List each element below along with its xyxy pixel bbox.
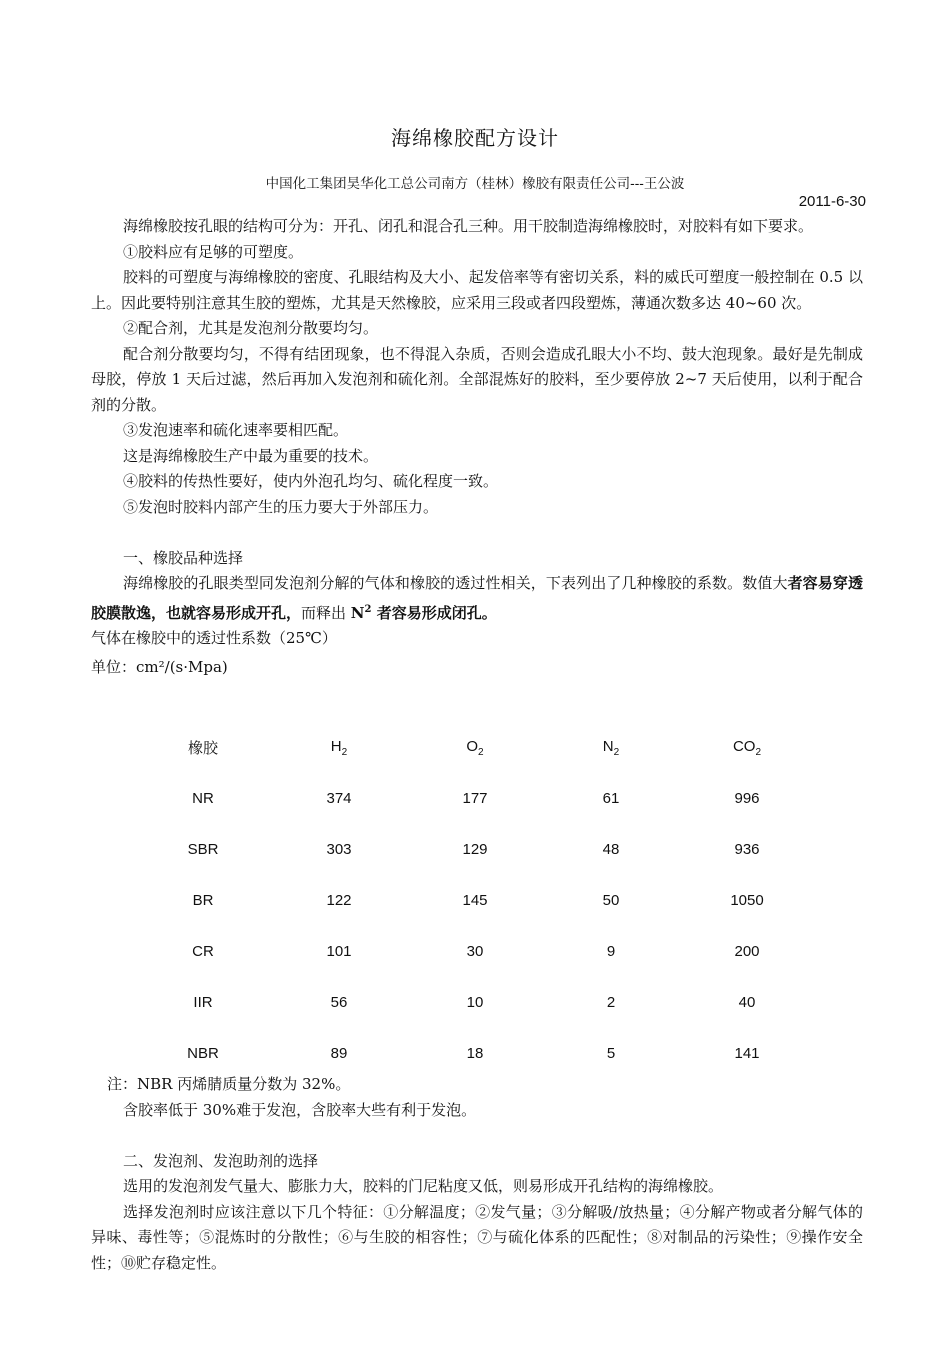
cell-co2: 141 — [734, 1045, 760, 1062]
paragraph: 海绵橡胶按孔眼的结构可分为：开孔、闭孔和混合孔三种。用干胶制造海绵橡胶时，对胶料有如下要求。 — [123, 217, 814, 235]
table-unit: 单位：cm²/(s·Mpa) — [91, 657, 228, 676]
cell-h2: 101 — [326, 943, 352, 960]
n2-superscript: 2 — [364, 603, 372, 615]
cell-o2: 177 — [462, 790, 488, 807]
header-h2-symbol: H — [330, 737, 342, 755]
header-h2-sub: 2 — [341, 746, 348, 758]
table-row — [135, 977, 815, 1028]
header-n2 — [543, 722, 679, 773]
cell-n2: 48 — [602, 841, 620, 858]
document-date: 2011-6-30 — [798, 193, 866, 210]
table-row — [135, 824, 815, 875]
cell-o2: 10 — [466, 994, 484, 1011]
cell-co2: 936 — [734, 841, 760, 858]
paragraph: 胶料的可塑度与海绵橡胶的密度、孔眼结构及大小、起发倍率等有密切关系，料的威氏可塑度一般控制在 0.5 以上。因此要特别注意其生胶的塑炼，尤其是天然橡胶，应采用三段或者四段塑炼，薄通次数多达 40~60 次。 — [91, 268, 863, 312]
cell-co2: 996 — [734, 790, 760, 807]
cell-h2: 122 — [326, 892, 352, 909]
section-heading-1: 一、橡胶品种选择 — [123, 548, 244, 567]
table-row — [135, 875, 815, 926]
permeability-table — [135, 722, 815, 1079]
paragraph: 这是海绵橡胶生产中最为重要的技术。 — [123, 446, 379, 465]
paragraph-text: 而释出 — [301, 603, 351, 622]
cell-n2: 2 — [606, 994, 616, 1011]
cell-h2: 303 — [326, 841, 352, 858]
paragraph: 配合剂分散要均匀，不得有结团现象，也不得混入杂质，否则会造成孔眼大小不均、鼓大泡现象。最好是先制成母胶，停放 1 天后过滤，然后再加入发泡剂和硫化剂。全部混炼好的胶料，至少要停放 2~7 天后使用，以利于配合剂的分散。 — [91, 344, 863, 414]
paragraph: ③发泡速率和硫化速率要相匹配。 — [123, 421, 349, 439]
cell-h2: 56 — [330, 994, 348, 1011]
header-co2-sub: 2 — [755, 746, 762, 758]
cell-rubber: CR — [192, 943, 214, 960]
paragraph: 含胶率低于 30%难于发泡，含胶率大些有利于发泡。 — [123, 1100, 477, 1119]
cell-rubber: SBR — [187, 841, 219, 858]
header-rubber: 橡胶 — [187, 739, 218, 757]
cell-co2: 40 — [738, 994, 756, 1011]
paragraph-text: 海绵橡胶的孔眼类型同发泡剂分解的气体和橡胶的透过性相关，下表列出了几种橡胶的系数。数值大 — [123, 574, 788, 592]
paragraph: ②配合剂，尤其是发泡剂分散要均匀。 — [123, 319, 379, 337]
cell-rubber: BR — [192, 892, 214, 909]
header-o2-symbol: O — [466, 737, 479, 755]
cell-h2: 374 — [326, 790, 352, 807]
document-body-continued — [91, 1072, 863, 1276]
paragraph — [91, 571, 863, 626]
header-n2-symbol: N — [602, 737, 614, 755]
cell-o2: 18 — [466, 1045, 484, 1062]
cell-o2: 30 — [466, 943, 484, 960]
bold-text-tail: 者容易形成闭孔。 — [371, 603, 497, 622]
cell-o2: 129 — [462, 841, 488, 858]
paragraph: ⑤发泡时胶料内部产生的压力要大于外部压力。 — [123, 497, 439, 516]
paragraph: ④胶料的传热性要好，使内外泡孔均匀、硫化程度一致。 — [123, 472, 499, 490]
bold-text: 者容易穿透胶膜散逸，也就容易形成开孔， — [91, 574, 863, 622]
document-body — [91, 214, 863, 680]
paragraph: 选用的发泡剂发气量大、膨胀力大，胶料的门尼粘度又低，则易形成开孔结构的海绵橡胶。 — [123, 1177, 724, 1195]
cell-o2: 145 — [462, 892, 488, 909]
header-n2-sub: 2 — [613, 746, 620, 758]
table-caption: 气体在橡胶中的透过性系数（25℃） — [91, 629, 337, 647]
cell-n2: 61 — [602, 790, 620, 807]
cell-co2: 1050 — [730, 892, 764, 909]
header-o2-sub: 2 — [478, 746, 484, 758]
header-h2 — [271, 722, 407, 773]
cell-rubber: NBR — [187, 1045, 219, 1062]
table-note: 注：NBR 丙烯腈质量分数为 32%。 — [107, 1075, 351, 1093]
cell-h2: 89 — [330, 1045, 348, 1062]
cell-co2: 200 — [734, 943, 760, 960]
author-line: 中国化工集团昊华化工总公司南方（桂林）橡胶有限责任公司---王公波 — [265, 176, 685, 192]
cell-n2: 50 — [602, 892, 620, 909]
header-co2 — [679, 722, 815, 773]
header-o2 — [407, 722, 543, 773]
table-row — [135, 926, 815, 977]
cell-rubber: NR — [192, 790, 214, 807]
section-heading-2: 二、发泡剂、发泡助剂的选择 — [123, 1151, 319, 1170]
paragraph: ①胶料应有足够的可塑度。 — [123, 242, 304, 261]
n2-symbol: N — [350, 603, 365, 622]
header-co2-symbol: CO — [732, 737, 756, 755]
cell-n2: 9 — [606, 943, 616, 960]
table-header-row — [135, 722, 815, 773]
bold-text — [351, 604, 497, 622]
cell-rubber: IIR — [193, 994, 213, 1011]
paragraph: 选择发泡剂时应该注意以下几个特征：①分解温度；②发气量；③分解吸/放热量；④分解产物或者分解气体的异味、毒性等；⑤混炼时的分散性；⑥与生胶的相容性；⑦与硫化体系的匹配性；⑧对制品的污染性；⑨操作安全性；⑩贮存稳定性。 — [91, 1202, 863, 1272]
cell-n2: 5 — [606, 1045, 616, 1062]
table-row — [135, 773, 815, 824]
document-title: 海绵橡胶配方设计 — [391, 126, 559, 150]
